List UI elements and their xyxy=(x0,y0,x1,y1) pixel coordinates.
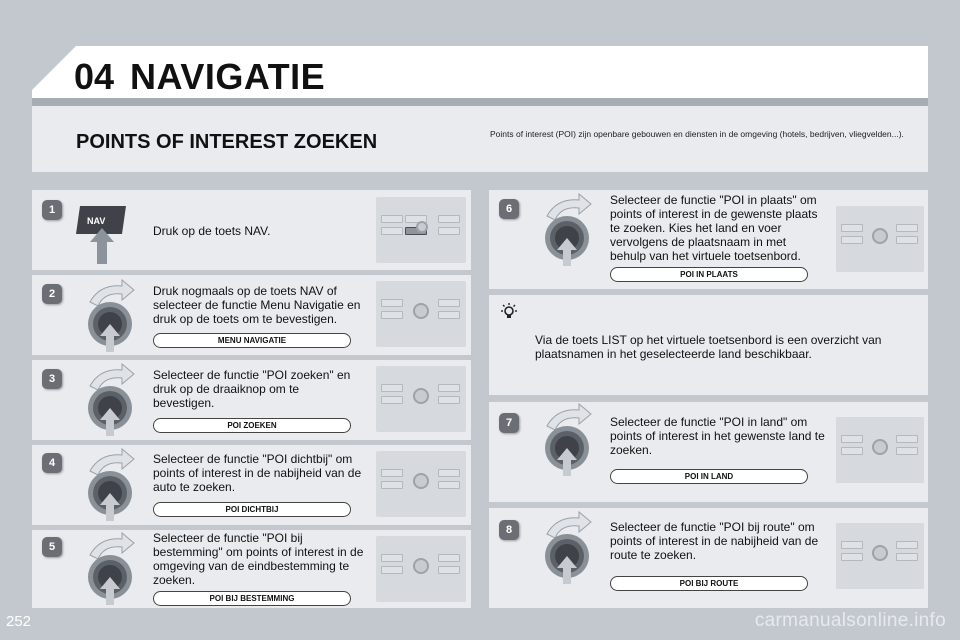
step-number-2: 2 xyxy=(42,284,62,304)
radio-panel-thumbnail-6 xyxy=(836,206,924,272)
section-intro: Points of interest (POI) zijn openbare gebouwen en diensten in de omgeving (hotels, bedrijven, vliegvelden...). xyxy=(490,129,904,139)
step-number-3: 3 xyxy=(42,369,62,389)
tip-text: Via de toets LIST op het virtuele toetsenbord is een overzicht van plaatsnamen in het geselecteerde land beschikbaar. xyxy=(535,333,882,361)
nav-key-label: NAV xyxy=(87,216,106,226)
menu-label-8: POI BIJ ROUTE xyxy=(610,576,808,591)
rotary-knob-press-icon xyxy=(537,192,597,268)
rotary-knob-press-icon xyxy=(80,531,140,607)
page-number: 252 xyxy=(6,613,32,630)
step-number-4: 4 xyxy=(42,453,62,473)
radio-panel-thumbnail-1 xyxy=(376,197,466,263)
chapter-number: 04 xyxy=(74,56,115,97)
nav-press-icon xyxy=(74,200,130,266)
rotary-knob-press-icon xyxy=(80,362,140,438)
step-number-5: 5 xyxy=(42,537,62,557)
menu-label-2: MENU NAVIGATIE xyxy=(153,333,351,348)
rotary-knob-press-icon xyxy=(537,510,597,586)
menu-label-3: POI ZOEKEN xyxy=(153,418,351,433)
step-text-5: Selecteer de functie "POI bij bestemming" om points of interest in de omgeving van de eindbestemming te zoeken. xyxy=(153,531,364,587)
radio-panel-thumbnail-8 xyxy=(836,523,924,589)
chapter-title: NAVIGATIE xyxy=(130,56,326,97)
menu-label-5: POI BIJ BESTEMMING xyxy=(153,591,351,606)
step-number-8: 8 xyxy=(499,520,519,540)
step-number-1: 1 xyxy=(42,200,62,220)
radio-panel-thumbnail-2 xyxy=(376,281,466,347)
step-text-1: Druk op de toets NAV. xyxy=(153,224,271,238)
header-band xyxy=(32,98,928,106)
rotary-knob-press-icon xyxy=(80,278,140,354)
watermark: carmanualsonline.info xyxy=(754,610,946,631)
lightbulb-icon xyxy=(500,303,518,321)
radio-panel-thumbnail-4 xyxy=(376,451,466,517)
step-text-6: Selecteer de functie "POI in plaats" om points of interest in de gewenste plaats te zoeken. Kies het land en voer vervolgens de plaatsnaam in met behulp van het virtuele toetsenbord. xyxy=(610,193,818,263)
radio-panel-thumbnail-5 xyxy=(376,536,466,602)
menu-label-6: POI IN PLAATS xyxy=(610,267,808,282)
menu-label-7: POI IN LAND xyxy=(610,469,808,484)
step-text-2: Druk nogmaals op de toets NAV of selecteer de functie Menu Navigatie en druk op de toets om te bevestigen. xyxy=(153,284,361,326)
rotary-knob-press-icon xyxy=(80,447,140,523)
step-number-6: 6 xyxy=(499,199,519,219)
step-text-8: Selecteer de functie "POI bij route" om points of interest in de nabijheid van de route te zoeken. xyxy=(610,520,819,562)
radio-panel-thumbnail-3 xyxy=(376,366,466,432)
rotary-knob-press-icon xyxy=(537,402,597,478)
menu-label-4: POI DICHTBIJ xyxy=(153,502,351,517)
section-title: POINTS OF INTEREST ZOEKEN xyxy=(76,131,378,153)
step-number-7: 7 xyxy=(499,413,519,433)
step-text-3: Selecteer de functie "POI zoeken" en druk op de draaiknop om te bevestigen. xyxy=(153,368,351,410)
step-text-7: Selecteer de functie "POI in land" om points of interest in het gewenste land te zoeken. xyxy=(610,415,825,457)
step-text-4: Selecteer de functie "POI dichtbij" om points of interest in de nabijheid van de auto te zoeken. xyxy=(153,452,362,494)
radio-panel-thumbnail-7 xyxy=(836,417,924,483)
